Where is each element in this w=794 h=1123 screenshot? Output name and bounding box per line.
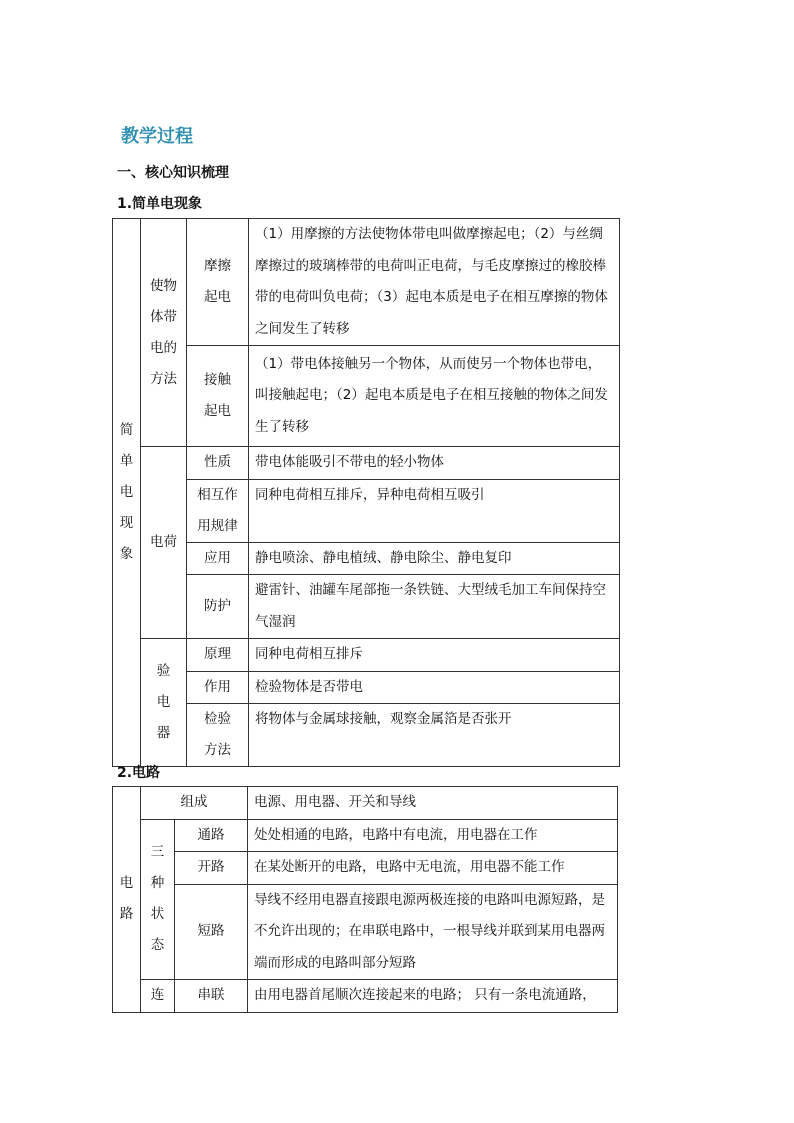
table1-heading: 1.简单电现象	[117, 196, 203, 212]
state-desc: 处处相通的电路，电路中有电流，用电器在工作	[248, 819, 618, 852]
charge-row-desc: 静电喷涂、静电植绒、静电除尘、静电复印	[249, 542, 620, 575]
electroscope-row-name: 作用	[187, 671, 249, 704]
charge-row-name: 应用	[187, 542, 249, 575]
state-desc: 在某处断开的电路，电路中无电流，用电器不能工作	[248, 852, 618, 885]
charge-row-name-cell	[187, 479, 249, 542]
charge-label: 电荷	[141, 447, 187, 639]
charge-row-desc: 避雷针、油罐车尾部拖一条铁链、大型绒毛加工车间保持空气湿润	[249, 575, 620, 639]
circuit-root-label: 电 路	[119, 875, 134, 923]
state-name: 短路	[175, 884, 248, 980]
electroscope-row-name-cell	[187, 704, 249, 767]
contact-desc: （1）带电体接触另一个物体，从而使另一个物体也带电，叫接触起电；（2）起电本质是电子在相互接触的物体之间发生了转移	[249, 346, 620, 447]
section-heading: 一、核心知识梳理	[117, 165, 229, 181]
friction-desc: （1）用摩擦的方法使物体带电叫做摩擦起电；（2）与丝绸摩擦过的玻璃棒带的电荷叫正电荷，与毛皮摩擦过的橡胶棒带的电荷叫负电荷；（3）起电本质是电子在相互摩擦的物体之间发生了转移	[249, 219, 620, 346]
electroscope-label: 验 电 器	[156, 663, 171, 741]
state-name: 开路	[175, 852, 248, 885]
state-name: 通路	[175, 819, 248, 852]
circuit-table	[112, 786, 618, 1013]
charge-row-name: 相互作 用规律	[197, 486, 238, 534]
page-title: 教学过程	[121, 126, 193, 147]
state-desc: 导线不经用电器直接跟电源两极连接的电路叫电源短路，是不允许出现的；在串联电路中，一根导线并联到某用电器两端而形成的电路叫部分短路	[248, 884, 618, 980]
electroscope-row-desc: 将物体与金属球接触，观察金属箔是否张开	[249, 704, 620, 767]
root-label: 简 单 电 现 象	[119, 422, 134, 562]
series-name: 串联	[175, 980, 248, 1013]
electroscope-row-name: 原理	[187, 639, 249, 672]
composition-name: 组成	[141, 787, 248, 820]
electroscope-row-desc: 检验物体是否带电	[249, 671, 620, 704]
electroscope-row-name: 检验 方法	[204, 711, 231, 758]
charge-row-desc: 同种电荷相互排斥，异种电荷相互吸引	[249, 479, 620, 542]
contact-name-cell	[187, 346, 249, 447]
root-label-cell	[113, 219, 141, 767]
charge-row-name: 防护	[187, 575, 249, 639]
friction-name-cell	[187, 219, 249, 346]
charge-row-desc: 带电体能吸引不带电的轻小物体	[249, 447, 620, 480]
table2-heading: 2.电路	[117, 765, 161, 781]
contact-name: 接触 起电	[204, 372, 231, 419]
states-label: 三 种 状 态	[150, 844, 165, 954]
electroscope-row-desc: 同种电荷相互排斥	[249, 639, 620, 672]
circuit-root-cell	[113, 787, 141, 1013]
friction-name: 摩擦 起电	[204, 258, 231, 305]
charge-methods-label: 使物 体带 电的 方法	[150, 277, 177, 387]
states-cell	[141, 819, 175, 980]
simple-electric-phenomena-table	[112, 218, 620, 767]
charge-row-name: 性质	[187, 447, 249, 480]
charge-methods-cell	[141, 219, 187, 447]
series-desc: 由用电器首尾顺次连接起来的电路； 只有一条电流通路，	[248, 980, 618, 1013]
electroscope-cell	[141, 639, 187, 767]
connection-label: 连	[141, 980, 175, 1013]
composition-desc: 电源、用电器、开关和导线	[248, 787, 618, 820]
